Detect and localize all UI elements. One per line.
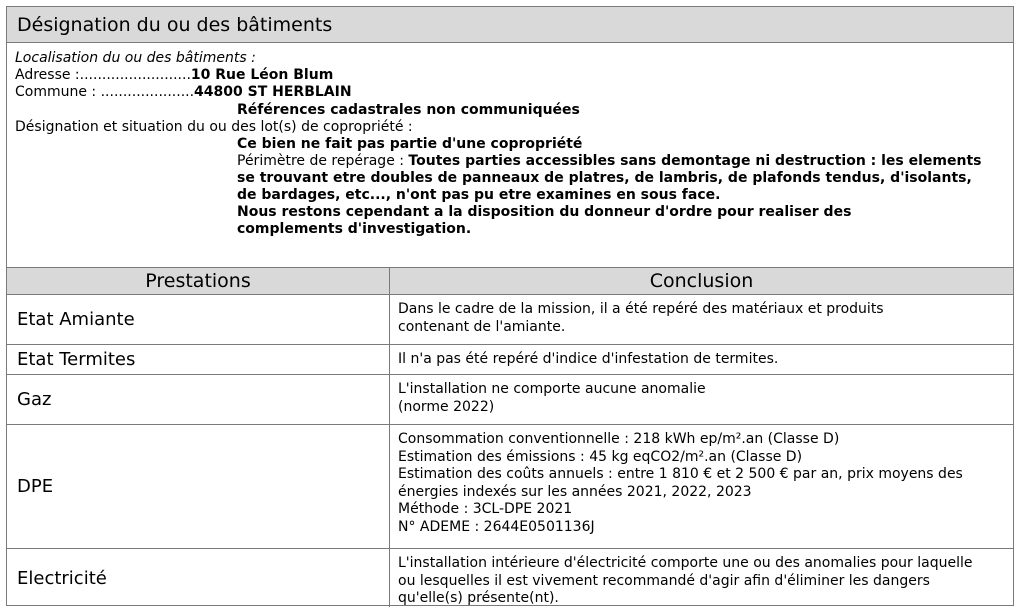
table-header (7, 267, 1013, 295)
table-row-electricite (7, 549, 1013, 607)
conclusion-cell (390, 549, 1013, 607)
prestation-name: Etat Amiante (7, 295, 390, 344)
conclusion-cell (390, 425, 1013, 548)
conclusion-line: Estimation des émissions : 45 kg eqCO2/m².an (Classe D) (398, 448, 803, 465)
adresse-value: 10 Rue Léon Blum (190, 67, 334, 84)
table-row-dpe (7, 425, 1013, 549)
prestation-name: DPE (7, 425, 390, 548)
conclusion-line: Estimation des coûts annuels : entre 1 810 € et 2 500 € par an, prix moyens des énergies indexés sur les années 2021, 2022, 2023 (398, 466, 963, 500)
header-prestations: Prestations (7, 268, 390, 294)
table-row-amiante (7, 295, 1013, 345)
cadastre-text: Références cadastrales non communiquées (237, 101, 580, 118)
prestation-name: Etat Termites (7, 345, 390, 374)
section-title: Désignation du ou des bâtiments (7, 7, 1013, 43)
perimetre-label: Périmètre de repérage : (237, 153, 404, 170)
prestation-name: Electricité (7, 549, 390, 607)
table-row-termites (7, 345, 1013, 375)
commune-value: 44800 ST HERBLAIN (194, 84, 352, 101)
conclusion-cell (390, 295, 1013, 344)
conclusion-line: Dans le cadre de la mission, il a été repéré des matériaux et produits contenant de l'amiante. (398, 301, 884, 335)
disposition-text: Nous restons cependant a la disposition du donneur d'ordre pour realiser des complements d'investigation. (237, 204, 852, 238)
conclusion-line: (norme 2022) (398, 398, 495, 415)
location-block (7, 44, 1013, 266)
conclusion-cell (390, 345, 1013, 374)
commune-line (15, 84, 1013, 101)
copro-text: Ce bien ne fait pas partie d'une copropriété (237, 135, 583, 152)
conclusion-line: Consommation conventionnelle : 218 kWh ep/m².an (Classe D) (398, 431, 840, 447)
lot-label: Désignation et situation du ou des lot(s) de copropriété : (15, 118, 413, 135)
conclusion-line: L'installation ne comporte aucune anomalie (398, 381, 706, 397)
document-frame (6, 6, 1014, 606)
header-conclusion: Conclusion (649, 270, 754, 292)
table-row-gaz (7, 375, 1013, 425)
localisation-label: Localisation du ou des bâtiments : (15, 50, 256, 66)
conclusion-line: Il n'a pas été repéré d'indice d'infestation de termites. (398, 351, 779, 367)
prestation-name: Gaz (7, 375, 390, 424)
perimetre-block (15, 153, 1013, 204)
adresse-label: Adresse :......................... (15, 67, 191, 84)
adresse-line (15, 67, 1013, 84)
commune-label: Commune : ..................... (15, 84, 195, 101)
conclusion-cell (390, 375, 1013, 424)
perimetre-text: Toutes parties accessibles sans demontage ni destruction : les elements se trouvant etre doubles de panneaux de platres, de lambris, de plafonds tendus, d'isolants, de bardages, etc..., n'ont pas pu etre examines en sous face. (237, 153, 982, 204)
conclusion-line: Méthode : 3CL-DPE 2021 (398, 501, 573, 517)
conclusion-line: L'installation intérieure d'électricité comporte une ou des anomalies pour laquelle ou lesquelles il est vivement recommandé d'agir afin d'éliminer les dangers qu'elle(s) présente(nt). (398, 555, 973, 606)
conclusion-line: N° ADEME : 2644E0501136J (398, 518, 595, 535)
